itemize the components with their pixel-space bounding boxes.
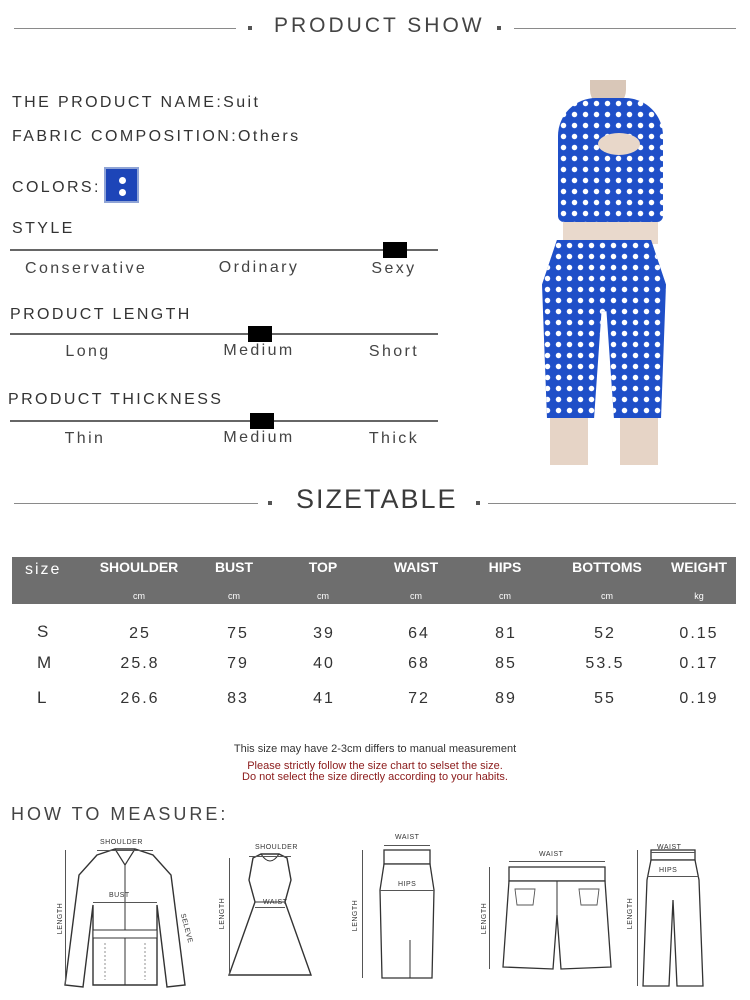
table-cell: 83 (227, 690, 249, 707)
unit-bust: cm (228, 591, 240, 601)
how-to-measure-title: HOW TO MEASURE: (11, 804, 229, 824)
style-scale-marker (383, 242, 407, 258)
table-cell: 55 (594, 690, 616, 707)
dress-waist-label: WAIST (263, 899, 288, 906)
unit-shoulder: cm (133, 591, 145, 601)
table-cell: 0.19 (679, 690, 719, 707)
dress-icon (215, 840, 325, 990)
table-cell: 72 (408, 690, 430, 707)
swatch-dot (119, 189, 126, 196)
shorts-icon (475, 845, 625, 985)
col-header-waist: WAIST (393, 559, 439, 575)
note-measurement: This size may have 2-3cm differs to manual measurement (233, 743, 517, 755)
pants-hips-label: HIPS (659, 867, 678, 874)
pants-waist-label: WAIST (657, 844, 682, 851)
col-header-bottoms: BOTTOMS (572, 559, 642, 575)
armhole-right (668, 98, 688, 158)
jacket-sleeve-label: SELEVE (178, 912, 194, 945)
jacket-bust-label: BUST (109, 892, 130, 899)
section-title-product-show: PRODUCT SHOW (274, 14, 485, 37)
table-cell: 25 (129, 625, 151, 642)
skirt-hips-arrow (380, 890, 434, 891)
style-label-ordinary: Ordinary (218, 259, 300, 276)
pants-icon (625, 840, 715, 990)
dress-length-label: LENGTH (219, 897, 227, 930)
row-size-l: L (37, 688, 47, 707)
length-scale-bar (10, 333, 438, 335)
table-cell: 53.5 (585, 655, 625, 672)
pants-hips-arrow (647, 876, 699, 877)
table-cell: 89 (495, 690, 517, 707)
sizetable-line-right (488, 503, 736, 504)
jacket-bust-arrow (93, 902, 157, 903)
table-cell: 26.6 (120, 690, 160, 707)
thickness-title: PRODUCT THICKNESS (8, 391, 224, 408)
header-line-left (14, 28, 236, 29)
table-cell: 79 (227, 655, 249, 672)
length-scale-marker (248, 326, 272, 342)
thickness-label-thin: Thin (64, 430, 106, 447)
section-title-sizetable: SIZETABLE (296, 484, 458, 514)
polka-dot-top (558, 98, 663, 222)
dress-length-arrow (229, 858, 230, 975)
unit-waist: cm (410, 591, 422, 601)
sizetable-dot-right (476, 501, 480, 505)
jacket-shoulder-label: SHOULDER (100, 839, 143, 846)
col-header-hips: HIPS (488, 559, 522, 575)
style-label-sexy: Sexy (371, 260, 417, 277)
product-name: THE PRODUCT NAME:Suit (12, 94, 261, 111)
table-cell: 85 (495, 655, 517, 672)
table-cell: 0.15 (679, 625, 719, 642)
dress-waist-arrow (255, 907, 285, 908)
row-size-m: M (37, 653, 52, 672)
fabric-composition: FABRIC COMPOSITION:Others (12, 128, 301, 145)
header-dot-right (497, 26, 501, 30)
length-label-long: Long (65, 343, 111, 360)
table-cell: 52 (594, 625, 616, 642)
color-swatch-blue[interactable] (104, 167, 139, 203)
pants-length-label: LENGTH (627, 897, 635, 930)
col-header-shoulder: SHOULDER (99, 559, 179, 575)
size-column-header: size (25, 561, 62, 578)
pants-waist-arrow (651, 852, 695, 853)
jacket-length-arrow (65, 850, 66, 985)
jacket-shoulder-arrow (97, 850, 153, 851)
style-scale-bar (10, 249, 438, 251)
thickness-scale-marker (250, 413, 274, 429)
skirt-diagram (340, 834, 450, 990)
shorts-length-arrow (489, 867, 490, 969)
table-cell: 40 (313, 655, 335, 672)
table-cell: 81 (495, 625, 517, 642)
unit-bottoms: cm (601, 591, 613, 601)
shorts-waist-arrow (509, 861, 605, 862)
length-label-short: Short (368, 343, 420, 360)
unit-hips: cm (499, 591, 511, 601)
keyhole-cutout (598, 133, 640, 155)
pants-length-arrow (637, 850, 638, 986)
dress-shoulder-arrow (249, 856, 291, 857)
style-label-conservative: Conservative (25, 260, 148, 277)
col-header-top: TOP (308, 559, 338, 575)
mannequin-leg-right (620, 418, 658, 465)
product-photo (528, 80, 688, 465)
colors-label: COLORS: (12, 179, 101, 196)
skirt-length-label: LENGTH (352, 899, 360, 932)
skirt-waist-label: WAIST (395, 834, 420, 841)
length-label-medium: Medium (223, 342, 295, 359)
note-follow-chart: Please strictly follow the size chart to selset the size. (247, 760, 503, 772)
table-cell: 25.8 (120, 655, 160, 672)
col-header-bust: BUST (214, 559, 254, 575)
shorts-length-label: LENGTH (481, 902, 489, 935)
shorts-diagram (475, 845, 625, 985)
swatch-dot (119, 177, 126, 184)
table-cell: 41 (313, 690, 335, 707)
note-habits: Do not select the size directly according to your habits. (242, 771, 508, 783)
table-cell: 68 (408, 655, 430, 672)
header-line-right (514, 28, 736, 29)
dress-shoulder-label: SHOULDER (255, 844, 298, 851)
thickness-label-medium: Medium (223, 429, 295, 446)
row-size-s: S (37, 622, 49, 641)
skirt-length-arrow (362, 850, 363, 978)
table-cell: 75 (227, 625, 249, 642)
thickness-label-thick: Thick (368, 430, 420, 447)
table-cell: 64 (408, 625, 430, 642)
style-title: STYLE (12, 220, 75, 237)
skirt-waist-arrow (384, 845, 430, 846)
header-dot-left (248, 26, 252, 30)
length-title: PRODUCT LENGTH (10, 306, 192, 323)
sizetable-line-left (14, 503, 258, 504)
jacket-diagram (45, 835, 205, 995)
mannequin-leg-left (550, 418, 588, 465)
shorts-waist-label: WAIST (539, 851, 564, 858)
jacket-length-label: LENGTH (57, 902, 65, 935)
table-cell: 39 (313, 625, 335, 642)
skirt-hips-label: HIPS (398, 881, 417, 888)
col-header-weight: WEIGHT (671, 559, 727, 575)
thickness-scale-bar (10, 420, 438, 422)
sizetable-dot-left (268, 501, 272, 505)
unit-top: cm (317, 591, 329, 601)
dress-diagram (215, 840, 325, 990)
pants-diagram (625, 840, 715, 990)
table-cell: 0.17 (679, 655, 719, 672)
unit-weight: kg (694, 591, 704, 601)
